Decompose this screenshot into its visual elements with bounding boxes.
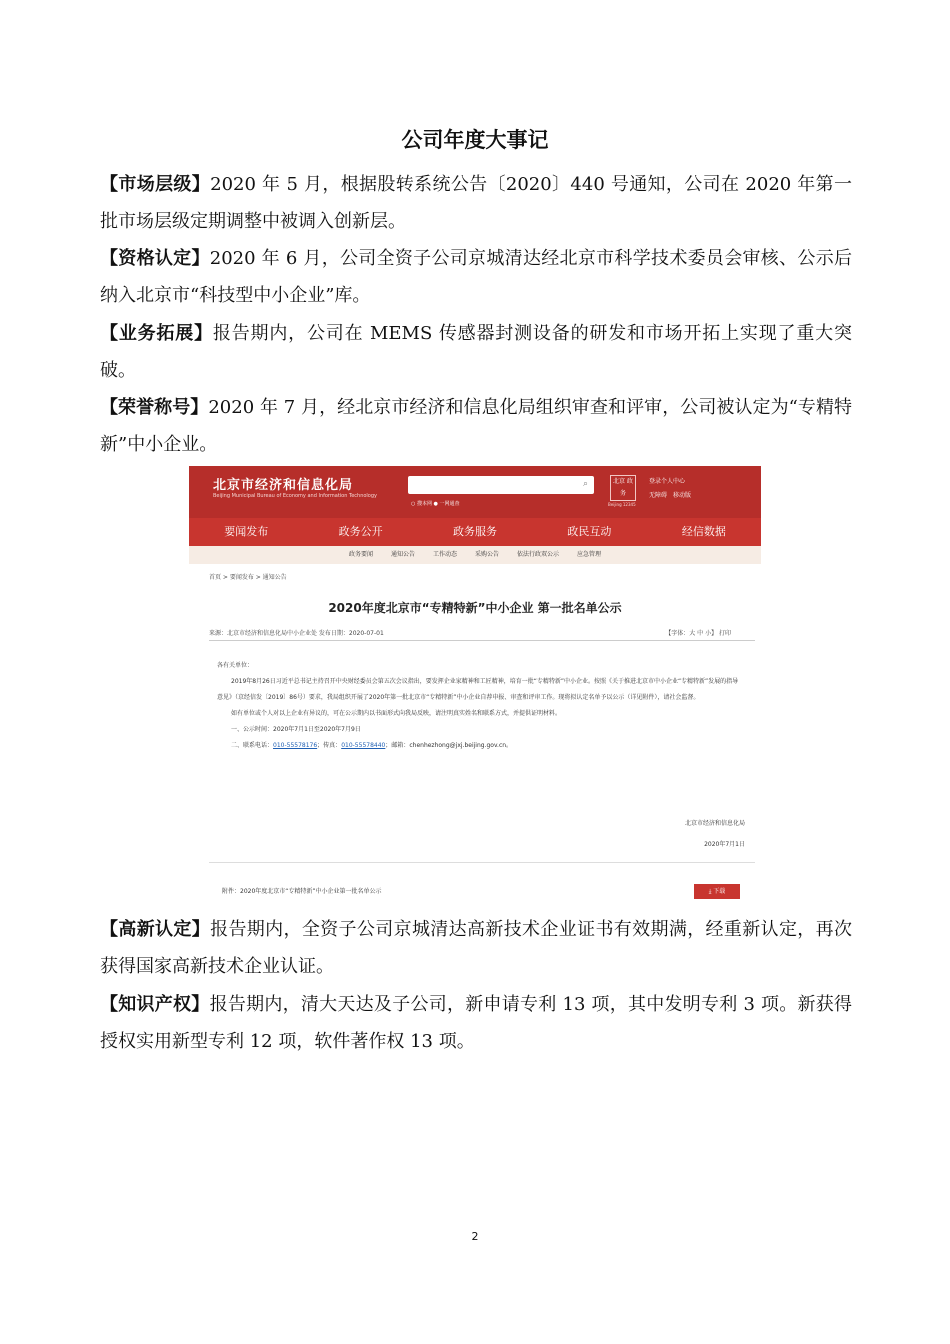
article-paragraph: 一、公示时间：2020年7月1日至2020年7月9日 xyxy=(231,726,361,733)
nav-item[interactable]: 要闻发布 xyxy=(224,525,269,538)
entry-high-tech xyxy=(100,911,852,985)
nav-item[interactable]: 政民互动 xyxy=(567,525,612,538)
document-title: 公司年度大事记 xyxy=(401,128,549,152)
user-links xyxy=(649,475,697,503)
entry-tag: 【市场层级】 xyxy=(100,174,211,195)
download-label: 下载 xyxy=(713,888,726,895)
entry-market-tier xyxy=(100,166,852,240)
entry-tag: 【荣誉称号】 xyxy=(100,397,209,418)
article-source-date: 来源：北京市经济和信息化局中小企业处 发布日期：2020-07-01 xyxy=(209,630,384,637)
site-title: 北京市经济和信息化局 xyxy=(213,478,354,493)
site-header xyxy=(189,466,761,518)
page-number: 2 xyxy=(471,1230,479,1243)
nav-item[interactable]: 政务公开 xyxy=(338,525,383,538)
search-options[interactable]: ○ 搜本网 ● 一网通查 xyxy=(411,501,460,507)
sign-org: 北京市经济和信息化局 xyxy=(684,820,745,827)
entry-text: 报告期内，全资子公司京城清达高新技术企业证书有效期满，经重新认定，再次获得国家高新技术企业认证。 xyxy=(100,919,853,977)
entry-tag: 【知识产权】 xyxy=(100,994,210,1015)
contact-line xyxy=(217,738,741,754)
article-paragraph: 如有单位或个人对以上企业有异议的，可在公示期内以书面形式向我局反映，请注明真实姓名和联系方式，并提供证明材料。 xyxy=(231,710,562,717)
article-paragraph: 2019年8月26日习近平总书记主持召开中央财经委员会第五次会议指出，要发挥企业家精神和工匠精神，培育一批“专精特新”中小企业。按照《关于推进北京市中小企业“专精特新”发展的指导意见》（京经信发〔2019〕86号）要求，我局组织开展了2020年第一批北京市“专精特新”中小企业自荐申报、审查和评审工作。现将拟认定名单予以公示（详见附件），请社会监督。 xyxy=(217,678,739,701)
entry-text: 2020 年 6 月，公司全资子公司京城清达经北京市科学技术委员会审核、公示后纳入北京市“科技型中小企业”库。 xyxy=(100,248,852,306)
font-size-print-controls[interactable]: 【字体：大 中 小】 打印 xyxy=(665,630,731,637)
nav-item[interactable]: 政务服务 xyxy=(453,525,498,538)
search-input[interactable] xyxy=(408,476,594,494)
download-button[interactable] xyxy=(694,884,740,899)
fax-label: ；传真： xyxy=(317,742,342,749)
subnav-item[interactable]: 通知公告 xyxy=(390,551,415,558)
entry-ip xyxy=(100,986,852,1060)
accessibility-link[interactable]: 无障碍 xyxy=(649,492,668,499)
subnav-item[interactable]: 政务要闻 xyxy=(348,551,373,558)
subnav-item[interactable]: 应急管理 xyxy=(577,551,602,558)
entry-text: 报告期内，清大天达及子公司，新申请专利 13 项，其中发明专利 3 项。新获得授权实用新型专利 12 项，软件著作权 13 项。 xyxy=(100,994,852,1052)
fax-link[interactable]: 010-55578440 xyxy=(341,742,386,749)
login-link[interactable]: 登录个人中心 xyxy=(649,478,686,485)
entry-tag: 【业务拓展】 xyxy=(100,323,213,344)
search-icon[interactable]: ⌕ xyxy=(582,479,588,489)
entry-text: 报告期内，公司在 MEMS 传感器封测设备的研发和市场开拓上实现了重大突破。 xyxy=(100,323,852,381)
divider xyxy=(209,862,755,863)
entry-honor xyxy=(100,389,852,463)
main-nav xyxy=(189,518,761,546)
entry-business xyxy=(100,315,852,389)
contact-label: 二、联系电话： xyxy=(231,742,274,749)
seal-logo: 北京 政务 xyxy=(610,475,636,501)
sub-nav xyxy=(189,546,761,564)
attachment-link[interactable]: 附件：2020年度北京市“专精特新”中小企业第一批名单公示 xyxy=(222,888,382,895)
mail-text: ；邮箱：chenhezhong@jxj.beijing.gov.cn。 xyxy=(385,742,513,749)
download-icon: ⤓ xyxy=(708,888,714,895)
subnav-item[interactable]: 依法行政双公示 xyxy=(517,551,560,558)
article-body xyxy=(217,658,741,754)
embedded-web-screenshot xyxy=(189,466,761,906)
article-meta xyxy=(209,626,755,641)
entry-tag: 【高新认定】 xyxy=(100,919,211,940)
entry-text: 2020 年 5 月，根据股转系统公告〔2020〕440 号通知，公司在 2020 年第一批市场层级定期调整中被调入创新层。 xyxy=(100,174,853,232)
subnav-item[interactable]: 工作动态 xyxy=(432,551,457,558)
seal-caption: Beijing 12345 xyxy=(608,502,636,507)
subnav-item[interactable]: 采购公告 xyxy=(475,551,500,558)
entry-text: 2020 年 7 月，经北京市经济和信息化局组织审查和评审，公司被认定为“专精特新”中小企业。 xyxy=(100,397,853,455)
article-title: 2020年度北京市“专精特新”中小企业 第一批名单公示 xyxy=(328,601,622,615)
entry-qualification xyxy=(100,240,852,314)
phone-link[interactable]: 010-55578176 xyxy=(273,742,318,749)
entry-tag: 【资格认定】 xyxy=(100,248,210,269)
salutation: 各有关单位： xyxy=(217,662,254,669)
breadcrumb[interactable]: 首页 > 要闻发布 > 通知公告 xyxy=(209,574,287,581)
site-subtitle: Beijing Municipal Bureau of Economy and Information Technology xyxy=(213,493,378,499)
sign-date: 2020年7月1日 xyxy=(704,841,745,848)
nav-item[interactable]: 经信数据 xyxy=(681,525,726,538)
mobile-link[interactable]: 移动版 xyxy=(673,492,692,499)
